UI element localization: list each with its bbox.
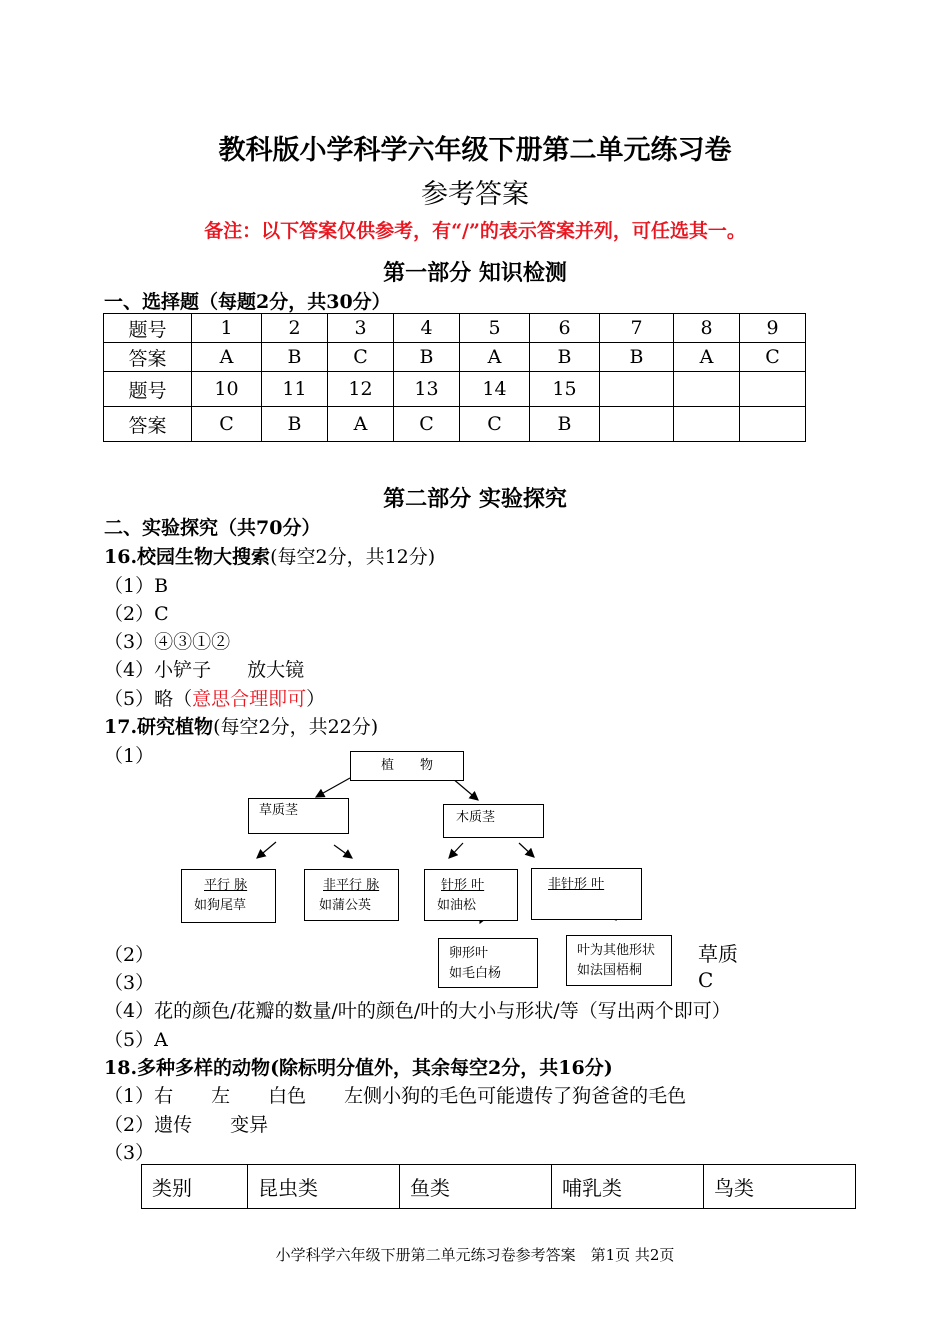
q17-answer-2-value: 草质 (698, 942, 738, 966)
q17-answer-4: （4）花的颜色/花瓣的数量/叶的颜色/叶的大小与形状/等（写出两个即可） (104, 1000, 731, 1022)
q18-answer-1: （1）右 左 白色 左侧小狗的毛色可能遗传了狗爸爸的毛色 (104, 1085, 687, 1107)
table-row: 题号 10 11 12 13 14 15 (104, 372, 806, 407)
q17-answer-1: （1） (104, 745, 155, 767)
diagram-node-other-leaf: 叶为其他形状 如法国梧桐 (566, 935, 672, 986)
diagram-arrow (519, 843, 534, 857)
page-title: 教科版小学科学六年级下册第二单元练习卷 (218, 135, 732, 166)
section2-heading: 二、实验探究（共70分） (104, 517, 321, 539)
section1-heading: 一、选择题（每题2分，共30分） (104, 291, 391, 313)
page-subtitle: 参考答案 (421, 179, 529, 210)
diagram-node-root: 植 物 (350, 751, 464, 781)
table-row: 答案 C B A C C B (104, 407, 806, 442)
diagram-arrow (334, 845, 352, 858)
diagram-node-nonneedle-leaf: 非针形 叶 (531, 868, 642, 920)
part2-heading: 第二部分 实验探究 (383, 486, 567, 512)
table-row: 题号 1 2 3 4 5 6 7 8 9 (104, 314, 806, 343)
diagram-arrow (449, 843, 463, 858)
q16-answer-5: （5）略（意思合理即可） (104, 688, 326, 710)
q16-answer-1: （1）B (104, 575, 169, 597)
q17-answer-3-value: C (698, 968, 714, 992)
diagram-node-parallel-vein: 平行 脉 如狗尾草 (181, 869, 276, 923)
diagram-node-nonparallel-vein: 非平行 脉 如蒲公英 (304, 869, 399, 921)
q18-heading: 18.多种多样的动物(除标明分值外，其余每空2分，共16分) (104, 1057, 613, 1079)
q18-answer-3: （3） (104, 1142, 155, 1164)
diagram-arrow (452, 778, 478, 800)
q17-answer-2: （2） (104, 944, 155, 966)
q17-answer-3: （3） (104, 972, 155, 994)
q16-answer-3: （3）④③①② (104, 631, 231, 653)
part1-heading: 第一部分 知识检测 (383, 260, 567, 286)
q18-answer-2: （2）遗传 变异 (104, 1114, 269, 1136)
page-footer: 小学科学六年级下册第二单元练习卷参考答案 第1页 共2页 (275, 1246, 675, 1264)
diagram-node-oval-leaf: 卵形叶 如毛白杨 (438, 938, 538, 988)
q17-answer-5: （5）A (104, 1029, 168, 1051)
q16-answer-2: （2）C (104, 603, 169, 625)
animal-category-table (141, 1164, 856, 1209)
diagram-node-needle-leaf: 针形 叶 如油松 (424, 869, 518, 921)
q17-heading: 17.研究植物(每空2分，共22分) (104, 716, 379, 738)
diagram-arrow (257, 842, 276, 858)
diagram-node-wood: 木质茎 (443, 804, 544, 838)
answer-note: 备注：以下答案仅供参考，有“/”的表示答案并列，可任选其一。 (204, 220, 746, 242)
table-row: 答案 A B C B A B B A C (104, 343, 806, 372)
q16-heading: 16.校园生物大搜索(每空2分，共12分) (104, 546, 436, 568)
q16-answer-4: （4）小铲子 放大镜 (104, 659, 305, 681)
table-row: 类别 昆虫类 鱼类 哺乳类 鸟类 (142, 1165, 856, 1209)
diagram-node-herb: 草质茎 (248, 798, 349, 834)
